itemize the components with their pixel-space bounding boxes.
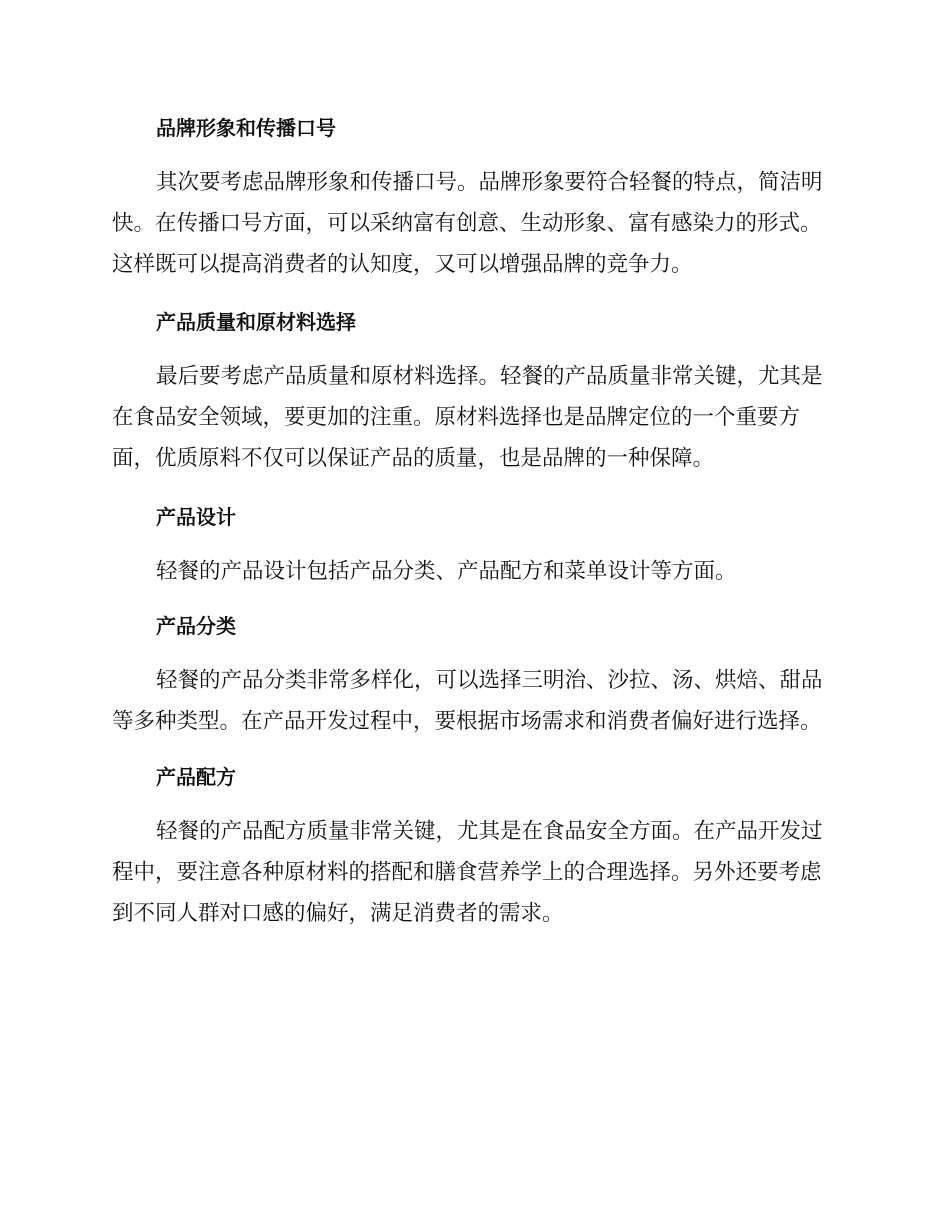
paragraph-line: 最后要考虑产品质量和原材料选择。轻餐的产品质量非常关键，尤其是 <box>156 364 823 389</box>
paragraph-line: 程中，要注意各种原材料的搭配和膳食营养学上的合理选择。另外还要考虑 <box>112 860 822 885</box>
section-paragraph-brand-image <box>112 162 836 285</box>
paragraph-line: 这样既可以提高消费者的认知度，又可以增强品牌的竞争力。 <box>112 252 693 277</box>
section-paragraph-product-design <box>112 551 836 592</box>
paragraph-line: 其次要考虑品牌形象和传播口号。品牌形象要符合轻餐的特点，简洁明 <box>156 170 823 195</box>
paragraph-line: 到不同人群对口感的偏好，满足消费者的需求。 <box>112 901 564 926</box>
paragraph-line: 轻餐的产品配方质量非常关键，尤其是在食品安全方面。在产品开发过 <box>156 819 823 844</box>
paragraph-line: 面，优质原料不仅可以保证产品的质量，也是品牌的一种保障。 <box>112 446 715 471</box>
section-heading-product-design: 产品设计 <box>156 505 236 529</box>
paragraph-line: 快。在传播口号方面，可以采纳富有创意、生动形象、富有感染力的形式。 <box>112 211 822 236</box>
section-heading-brand-image: 品牌形象和传播口号 <box>156 116 336 140</box>
section-paragraph-product-category <box>112 660 836 742</box>
section-heading-product-recipe: 产品配方 <box>156 765 236 789</box>
paragraph-line: 在食品安全领域，要更加的注重。原材料选择也是品牌定位的一个重要方 <box>112 405 801 430</box>
section-paragraph-product-recipe <box>112 811 836 934</box>
paragraph-line: 轻餐的产品分类非常多样化，可以选择三明治、沙拉、汤、烘焙、甜品 <box>156 668 823 693</box>
section-heading-product-category: 产品分类 <box>156 614 236 638</box>
section-paragraph-quality-materials <box>112 356 836 479</box>
section-heading-quality-materials: 产品质量和原材料选择 <box>156 310 356 334</box>
paragraph-line: 轻餐的产品设计包括产品分类、产品配方和菜单设计等方面。 <box>156 559 737 584</box>
paragraph-line: 等多种类型。在产品开发过程中，要根据市场需求和消费者偏好进行选择。 <box>112 709 822 734</box>
